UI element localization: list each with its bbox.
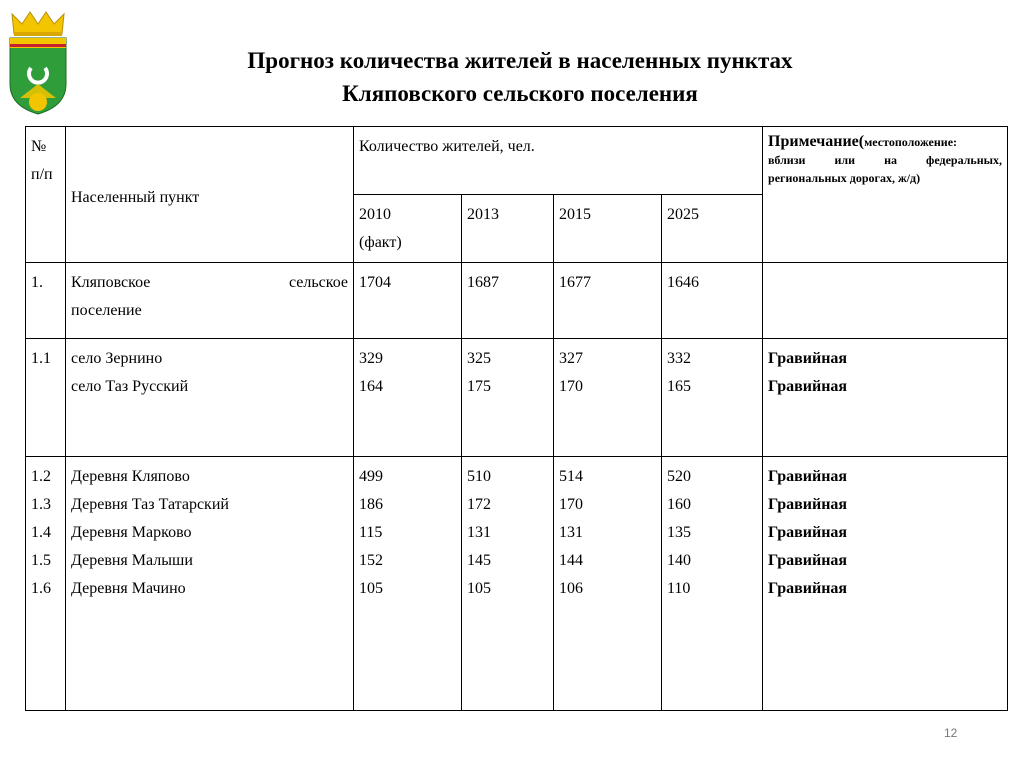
row-value-2015: 514 170 131 144 106 xyxy=(554,457,662,711)
header-count: Количество жителей, чел. xyxy=(354,127,763,195)
year-2025: 2025 xyxy=(662,195,763,263)
row-value-2025: 332 165 xyxy=(662,339,763,457)
table-row xyxy=(26,457,1008,711)
row-num: 1.1 xyxy=(26,339,66,457)
header-num: № п/п xyxy=(26,127,66,263)
row-value-2025: 1646 xyxy=(662,263,763,339)
row-value-2010: 499 186 115 152 105 xyxy=(354,457,462,711)
header-place: Населенный пункт xyxy=(66,127,354,263)
row-place: Кляповское сельское поселение xyxy=(66,263,354,339)
row-num: 1.2 1.3 1.4 1.5 1.6 xyxy=(26,457,66,711)
row-note: Гравийная Гравийная xyxy=(763,339,1008,457)
year-2013: 2013 xyxy=(462,195,554,263)
row-value-2013: 1687 xyxy=(462,263,554,339)
page-number: 12 xyxy=(944,726,958,740)
coat-of-arms-icon xyxy=(6,10,70,116)
title-line-2: Кляповского сельского поселения xyxy=(342,81,698,106)
row-note: Гравийная Гравийная Гравийная Гравийная Гравийная xyxy=(763,457,1008,711)
page-title xyxy=(150,44,890,110)
year-2015: 2015 xyxy=(554,195,662,263)
table-row xyxy=(26,263,1008,339)
header-note: Примечание(местоположение: вблизи или на федеральных, региональных дорогах, ж/д) xyxy=(763,127,1008,263)
year-2010: 2010 (факт) xyxy=(354,195,462,263)
table-header-row xyxy=(26,127,1008,195)
row-value-2013: 510 172 131 145 105 xyxy=(462,457,554,711)
row-place: Деревня Кляпово Деревня Таз Татарский Деревня Марково Деревня Малыши Деревня Мачино xyxy=(66,457,354,711)
row-num: 1. xyxy=(26,263,66,339)
row-value-2010: 1704 xyxy=(354,263,462,339)
row-value-2025: 520 160 135 140 110 xyxy=(662,457,763,711)
population-table xyxy=(25,126,1008,711)
row-value-2013: 325 175 xyxy=(462,339,554,457)
row-place: село Зернино село Таз Русский xyxy=(66,339,354,457)
row-note xyxy=(763,263,1008,339)
row-value-2010: 329 164 xyxy=(354,339,462,457)
title-line-1: Прогноз количества жителей в населенных пунктах xyxy=(247,48,793,73)
row-value-2015: 1677 xyxy=(554,263,662,339)
table-row xyxy=(26,339,1008,457)
row-value-2015: 327 170 xyxy=(554,339,662,457)
